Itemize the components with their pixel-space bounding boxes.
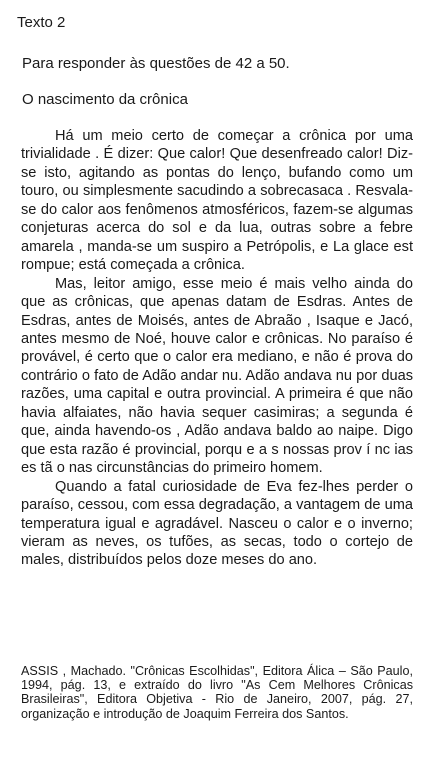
paragraph-2: Mas, leitor amigo, esse meio é mais velho ainda do que as crônicas, que apenas datam de Esdras. Antes de Esdras, antes de Moisés, antes de Abraão , Isaque e Jacó, antes mesmo de Noé, houve calor e crônicas. No paraíso é provável, é certo que o calor era mediano, e não é prova do contrário o fato de Adão andar nu. Adão andava nu por duas razões, uma capital e outra provincial. A primeira é que não havia alfaiates, não havia sequer casimiras; a segunda é que, ainda havendo-os , Adão andava baldo ao naipe. Digo que esta razão é provincial, porqu e a s nossas prov í nc ias es tã o nas circunstâncias do primeiro homem. bbox=[21, 275, 413, 477]
text-title: O nascimento da crônica bbox=[22, 91, 188, 108]
source-citation: ASSIS , Machado. "Crônicas Escolhidas", Editora Álica – São Paulo, 1994, pág. 13, e extraído do livro "As Cem Melhores Crônicas Brasileiras", Editora Objetiva - Rio de Janeiro, 2007, pág. 27, organização e introdução de Joaquim Ferreira dos Santos. bbox=[21, 664, 413, 721]
paragraph-3: Quando a fatal curiosidade de Eva fez-lhes perder o paraíso, cessou, com essa degradação, a vantagem de uma temperatura igual e agradável. Nasceu o calor e o inverno; vieram as neves, os tufões, as secas, todo o cortejo de males, distribuídos pelos doze meses do ano. bbox=[21, 478, 413, 569]
instruction-line: Para responder às questões de 42 a 50. bbox=[22, 55, 290, 72]
text-label: Texto 2 bbox=[17, 14, 66, 31]
body-text bbox=[21, 127, 413, 570]
paragraph-1: Há um meio certo de começar a crônica por uma trivialidade . É dizer: Que calor! Que desenfreado calor! Diz-se isto, agitando as pontas do lenço, bufando como um touro, ou simplesmente sacudindo a sobrecasaca . Resvala-se do calor aos fenômenos atmosféricos, fazem-se algumas conjeturas acerca do sol e da lua, outras sobre a febre amarela , manda-se um suspiro a Petrópolis, e La glace est rompue; está começada a crônica. bbox=[21, 128, 413, 274]
